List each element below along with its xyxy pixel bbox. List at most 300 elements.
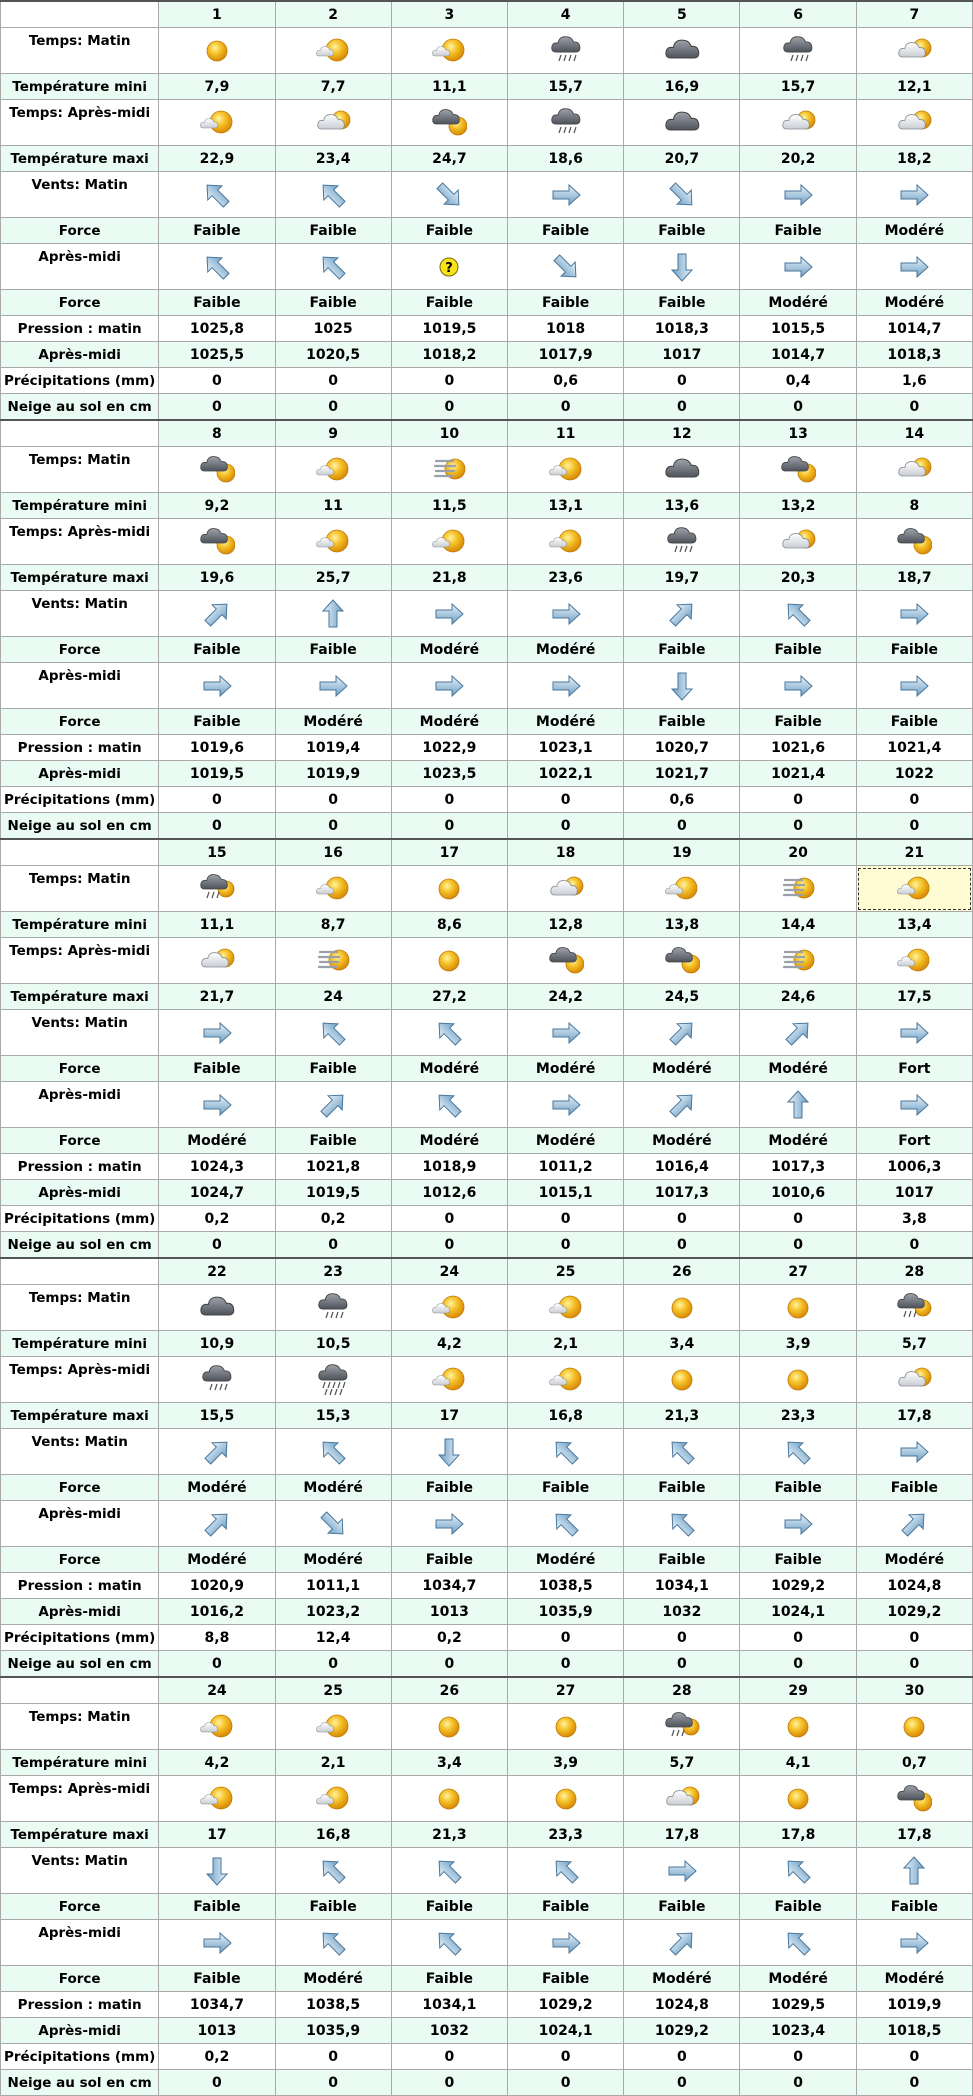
row-label: Force bbox=[1, 1547, 159, 1573]
press-am-value: 1019,6 bbox=[159, 735, 275, 761]
row-wx-pm bbox=[1, 100, 973, 146]
row-wx-pm bbox=[1, 1357, 973, 1403]
precip-value: 0 bbox=[508, 1625, 624, 1651]
row-label: Après-midi bbox=[1, 1920, 159, 1966]
press-pm-value: 1015,1 bbox=[508, 1180, 624, 1206]
cloud-rain-icon bbox=[199, 1362, 235, 1398]
wind-direction-cell bbox=[391, 1848, 507, 1894]
wind-direction-cell bbox=[740, 591, 856, 637]
min-temperature: 16,9 bbox=[624, 74, 740, 100]
row-precip bbox=[1, 1625, 973, 1651]
press-am-value: 1018 bbox=[508, 316, 624, 342]
weather-icon-cell bbox=[159, 28, 275, 74]
day-number: 9 bbox=[275, 420, 391, 447]
sun-icon bbox=[780, 1290, 816, 1326]
header-corner bbox=[1, 1, 159, 28]
wind-direction-cell bbox=[391, 172, 507, 218]
force-am-value: Modéré bbox=[159, 1475, 275, 1501]
snow-value: 0 bbox=[508, 1651, 624, 1678]
wind-direction-cell bbox=[508, 1848, 624, 1894]
row-label: Précipitations (mm) bbox=[1, 1625, 159, 1651]
snow-value: 0 bbox=[391, 813, 507, 840]
wind-direction-cell bbox=[624, 172, 740, 218]
weather-icon-cell bbox=[508, 28, 624, 74]
force-am-value: Faible bbox=[508, 1894, 624, 1920]
sun-icon bbox=[431, 943, 467, 979]
force-pm-value: Faible bbox=[740, 1547, 856, 1573]
weather-icon-cell bbox=[159, 519, 275, 565]
row-label: Température maxi bbox=[1, 565, 159, 591]
wind-direction-cell bbox=[856, 1010, 972, 1056]
row-wx-am bbox=[1, 28, 973, 74]
precip-value: 0 bbox=[508, 2044, 624, 2070]
row-label: Précipitations (mm) bbox=[1, 2044, 159, 2070]
sun-behind-small-cloud-icon bbox=[431, 33, 467, 69]
max-temperature: 21,7 bbox=[159, 984, 275, 1010]
wind-direction-cell bbox=[624, 1429, 740, 1475]
row-label: Après-midi bbox=[1, 2018, 159, 2044]
press-am-value: 1034,7 bbox=[391, 1573, 507, 1599]
day-number: 24 bbox=[391, 1258, 507, 1285]
press-am-value: 1016,4 bbox=[624, 1154, 740, 1180]
precip-value: 0,2 bbox=[391, 1625, 507, 1651]
press-pm-value: 1024,1 bbox=[508, 2018, 624, 2044]
arrow-northwest-icon bbox=[315, 249, 351, 285]
max-temperature: 17,8 bbox=[856, 1822, 972, 1848]
sun-icon bbox=[548, 1709, 584, 1745]
press-am-value: 1025,8 bbox=[159, 316, 275, 342]
max-temperature: 20,3 bbox=[740, 565, 856, 591]
force-am-value: Modéré bbox=[624, 1056, 740, 1082]
min-temperature: 10,5 bbox=[275, 1331, 391, 1357]
wind-direction-cell bbox=[856, 244, 972, 290]
sun-icon bbox=[431, 1709, 467, 1745]
min-temperature: 0,7 bbox=[856, 1750, 972, 1776]
arrow-south-icon bbox=[199, 1853, 235, 1889]
precip-value: 0 bbox=[391, 787, 507, 813]
snow-value: 0 bbox=[508, 813, 624, 840]
force-am-value: Faible bbox=[275, 637, 391, 663]
row-label: Après-midi bbox=[1, 663, 159, 709]
row-tmin bbox=[1, 74, 973, 100]
precip-value: 0,6 bbox=[508, 368, 624, 394]
force-pm-value: Modéré bbox=[275, 1547, 391, 1573]
precip-value: 0 bbox=[159, 368, 275, 394]
arrow-east-icon bbox=[548, 668, 584, 704]
max-temperature: 24,2 bbox=[508, 984, 624, 1010]
press-pm-value: 1024,1 bbox=[740, 1599, 856, 1625]
day-number: 10 bbox=[391, 420, 507, 447]
day-number: 27 bbox=[508, 1677, 624, 1704]
weather-icon-cell bbox=[391, 519, 507, 565]
row-label: Température maxi bbox=[1, 984, 159, 1010]
snow-value: 0 bbox=[159, 1232, 275, 1259]
row-label: Température maxi bbox=[1, 1822, 159, 1848]
min-temperature: 13,1 bbox=[508, 493, 624, 519]
arrow-northeast-icon bbox=[199, 1434, 235, 1470]
press-pm-value: 1023,2 bbox=[275, 1599, 391, 1625]
day-number: 22 bbox=[159, 1258, 275, 1285]
min-temperature: 13,4 bbox=[856, 912, 972, 938]
wind-direction-cell bbox=[508, 1920, 624, 1966]
force-pm-value: Faible bbox=[624, 1547, 740, 1573]
weather-icon-cell bbox=[275, 519, 391, 565]
arrow-east-icon bbox=[199, 1015, 235, 1051]
sun-icon bbox=[548, 1781, 584, 1817]
row-force-pm bbox=[1, 709, 973, 735]
min-temperature: 13,8 bbox=[624, 912, 740, 938]
row-label: Pression : matin bbox=[1, 316, 159, 342]
weather-icon-cell bbox=[391, 1776, 507, 1822]
weather-icon-cell bbox=[740, 1776, 856, 1822]
cloud-sun-icon bbox=[896, 524, 932, 560]
arrow-northeast-icon bbox=[199, 1506, 235, 1542]
arrow-east-icon bbox=[896, 1087, 932, 1123]
precip-value: 3,8 bbox=[856, 1206, 972, 1232]
row-label: Précipitations (mm) bbox=[1, 1206, 159, 1232]
arrow-northwest-icon bbox=[664, 1506, 700, 1542]
arrow-north-icon bbox=[780, 1087, 816, 1123]
row-label: Temps: Après-midi bbox=[1, 1357, 159, 1403]
sun-behind-small-cloud-icon bbox=[315, 1781, 351, 1817]
arrow-north-icon bbox=[315, 596, 351, 632]
row-label: Force bbox=[1, 1128, 159, 1154]
row-label: Neige au sol en cm bbox=[1, 394, 159, 421]
arrow-north-icon bbox=[896, 1853, 932, 1889]
cloud-rain-icon bbox=[548, 105, 584, 141]
press-am-value: 1020,9 bbox=[159, 1573, 275, 1599]
sun-behind-small-cloud-icon bbox=[548, 1362, 584, 1398]
precip-value: 0 bbox=[624, 1625, 740, 1651]
max-temperature: 15,3 bbox=[275, 1403, 391, 1429]
sun-icon bbox=[199, 33, 235, 69]
max-temperature: 21,8 bbox=[391, 565, 507, 591]
press-pm-value: 1029,2 bbox=[856, 1599, 972, 1625]
wind-direction-cell bbox=[740, 1010, 856, 1056]
row-force-pm bbox=[1, 1128, 973, 1154]
partly-cloudy-icon bbox=[896, 105, 932, 141]
fog-haze-icon bbox=[780, 943, 816, 979]
snow-value: 0 bbox=[275, 2070, 391, 2096]
cloud-rain-sun-icon bbox=[199, 871, 235, 907]
wind-direction-cell bbox=[391, 1501, 507, 1547]
weather-icon-cell bbox=[740, 1285, 856, 1331]
row-label: Pression : matin bbox=[1, 1154, 159, 1180]
day-header-row bbox=[1, 1677, 973, 1704]
weather-icon-cell bbox=[391, 1285, 507, 1331]
force-pm-value: Modéré bbox=[508, 1547, 624, 1573]
row-label: Force bbox=[1, 1966, 159, 1992]
row-tmin bbox=[1, 1750, 973, 1776]
row-label: Après-midi bbox=[1, 1501, 159, 1547]
weather-icon-cell bbox=[159, 866, 275, 912]
row-label: Force bbox=[1, 637, 159, 663]
weather-icon-cell bbox=[740, 938, 856, 984]
min-temperature: 2,1 bbox=[508, 1331, 624, 1357]
wind-direction-cell bbox=[740, 1848, 856, 1894]
weather-icon-cell bbox=[740, 1357, 856, 1403]
weather-icon-cell bbox=[159, 447, 275, 493]
press-pm-value: 1021,7 bbox=[624, 761, 740, 787]
arrow-east-icon bbox=[315, 668, 351, 704]
day-number: 19 bbox=[624, 839, 740, 866]
day-number: 12 bbox=[624, 420, 740, 447]
press-am-value: 1038,5 bbox=[508, 1573, 624, 1599]
weather-icon-cell bbox=[275, 1357, 391, 1403]
wind-direction-cell bbox=[740, 1920, 856, 1966]
force-pm-value: Modéré bbox=[624, 1966, 740, 1992]
arrow-northeast-icon bbox=[664, 1087, 700, 1123]
force-pm-value: Fort bbox=[856, 1128, 972, 1154]
precip-value: 1,6 bbox=[856, 368, 972, 394]
max-temperature: 17 bbox=[159, 1822, 275, 1848]
weather-icon-cell bbox=[391, 447, 507, 493]
press-am-value: 1023,1 bbox=[508, 735, 624, 761]
force-pm-value: Modéré bbox=[624, 1128, 740, 1154]
press-pm-value: 1021,4 bbox=[740, 761, 856, 787]
sun-behind-small-cloud-icon bbox=[199, 1709, 235, 1745]
force-am-value: Modéré bbox=[508, 1056, 624, 1082]
press-am-value: 1024,3 bbox=[159, 1154, 275, 1180]
force-pm-value: Faible bbox=[159, 290, 275, 316]
row-tmin bbox=[1, 1331, 973, 1357]
snow-value: 0 bbox=[740, 1232, 856, 1259]
row-wx-am bbox=[1, 1285, 973, 1331]
row-tmax bbox=[1, 146, 973, 172]
arrow-east-icon bbox=[780, 668, 816, 704]
row-snow bbox=[1, 2070, 973, 2096]
snow-value: 0 bbox=[275, 1651, 391, 1678]
weather-icon-cell bbox=[856, 519, 972, 565]
row-force-am bbox=[1, 637, 973, 663]
row-force-am bbox=[1, 218, 973, 244]
force-pm-value: Modéré bbox=[159, 1547, 275, 1573]
row-press-am bbox=[1, 316, 973, 342]
wind-direction-cell bbox=[856, 1082, 972, 1128]
max-temperature: 18,7 bbox=[856, 565, 972, 591]
precip-value: 0,4 bbox=[740, 368, 856, 394]
force-am-value: Faible bbox=[275, 1894, 391, 1920]
press-pm-value: 1019,5 bbox=[275, 1180, 391, 1206]
row-press-am bbox=[1, 1992, 973, 2018]
arrow-east-icon bbox=[896, 1015, 932, 1051]
row-wind-pm bbox=[1, 1501, 973, 1547]
day-number: 28 bbox=[624, 1677, 740, 1704]
day-number: 24 bbox=[159, 1677, 275, 1704]
weather-icon-cell bbox=[856, 100, 972, 146]
press-am-value: 1024,8 bbox=[624, 1992, 740, 2018]
partly-cloudy-icon bbox=[199, 943, 235, 979]
row-label: Après-midi bbox=[1, 761, 159, 787]
row-label: Température mini bbox=[1, 912, 159, 938]
arrow-east-icon bbox=[431, 668, 467, 704]
wind-direction-cell bbox=[391, 591, 507, 637]
force-pm-value: Faible bbox=[275, 1128, 391, 1154]
weather-icon-cell bbox=[159, 1285, 275, 1331]
arrow-northeast-icon bbox=[199, 596, 235, 632]
row-wx-am bbox=[1, 1704, 973, 1750]
press-am-value: 1038,5 bbox=[275, 1992, 391, 2018]
header-corner bbox=[1, 420, 159, 447]
weather-icon-cell bbox=[856, 447, 972, 493]
press-am-value: 1025 bbox=[275, 316, 391, 342]
force-pm-value: Faible bbox=[624, 290, 740, 316]
max-temperature: 22,9 bbox=[159, 146, 275, 172]
arrow-northeast-icon bbox=[780, 1015, 816, 1051]
min-temperature: 3,9 bbox=[508, 1750, 624, 1776]
arrow-east-icon bbox=[896, 1925, 932, 1961]
weather-icon-cell bbox=[159, 1776, 275, 1822]
partly-cloudy-icon bbox=[780, 105, 816, 141]
wind-direction-cell bbox=[624, 1848, 740, 1894]
day-number: 5 bbox=[624, 1, 740, 28]
wind-direction-cell bbox=[275, 244, 391, 290]
force-pm-value: Faible bbox=[391, 290, 507, 316]
press-pm-value: 1029,2 bbox=[624, 2018, 740, 2044]
row-force-pm bbox=[1, 1966, 973, 1992]
weather-icon-cell bbox=[391, 1704, 507, 1750]
cloud-rain-icon bbox=[780, 33, 816, 69]
arrow-northwest-icon bbox=[780, 1853, 816, 1889]
row-wind-pm bbox=[1, 663, 973, 709]
weather-icon-cell bbox=[856, 938, 972, 984]
row-label: Temps: Matin bbox=[1, 866, 159, 912]
snow-value: 0 bbox=[856, 1651, 972, 1678]
wind-direction-cell bbox=[159, 1010, 275, 1056]
weather-icon-cell bbox=[391, 1357, 507, 1403]
force-am-value: Faible bbox=[391, 1894, 507, 1920]
weather-icon-cell bbox=[508, 938, 624, 984]
row-wx-pm bbox=[1, 938, 973, 984]
weather-icon-cell bbox=[159, 100, 275, 146]
snow-value: 0 bbox=[275, 1232, 391, 1259]
header-corner bbox=[1, 839, 159, 866]
weather-icon-cell bbox=[508, 1704, 624, 1750]
min-temperature: 13,2 bbox=[740, 493, 856, 519]
sun-behind-small-cloud-icon bbox=[315, 33, 351, 69]
max-temperature: 25,7 bbox=[275, 565, 391, 591]
precip-value: 0,2 bbox=[275, 1206, 391, 1232]
weather-icon-cell bbox=[624, 28, 740, 74]
weather-icon-cell bbox=[856, 1285, 972, 1331]
sun-behind-small-cloud-icon bbox=[199, 105, 235, 141]
press-pm-value: 1017 bbox=[856, 1180, 972, 1206]
row-press-pm bbox=[1, 342, 973, 368]
snow-value: 0 bbox=[391, 1651, 507, 1678]
min-temperature: 13,6 bbox=[624, 493, 740, 519]
min-temperature: 8 bbox=[856, 493, 972, 519]
force-am-value: Faible bbox=[391, 1475, 507, 1501]
sun-behind-small-cloud-icon bbox=[431, 1362, 467, 1398]
sun-behind-small-cloud-icon bbox=[896, 943, 932, 979]
arrow-east-icon bbox=[199, 1925, 235, 1961]
max-temperature: 17 bbox=[391, 1403, 507, 1429]
weather-icon-cell bbox=[508, 100, 624, 146]
day-number: 17 bbox=[391, 839, 507, 866]
wind-direction-cell bbox=[740, 663, 856, 709]
row-label: Vents: Matin bbox=[1, 1848, 159, 1894]
precip-value: 0 bbox=[391, 2044, 507, 2070]
min-temperature: 10,9 bbox=[159, 1331, 275, 1357]
sun-icon bbox=[664, 1362, 700, 1398]
day-number: 20 bbox=[740, 839, 856, 866]
row-precip bbox=[1, 787, 973, 813]
force-pm-value: Modéré bbox=[159, 1128, 275, 1154]
force-pm-value: Modéré bbox=[856, 1547, 972, 1573]
press-am-value: 1006,3 bbox=[856, 1154, 972, 1180]
weather-icon-cell bbox=[159, 938, 275, 984]
wind-direction-cell bbox=[275, 1501, 391, 1547]
arrow-northwest-icon bbox=[780, 596, 816, 632]
day-number: 29 bbox=[740, 1677, 856, 1704]
min-temperature: 15,7 bbox=[508, 74, 624, 100]
row-label: Pression : matin bbox=[1, 1992, 159, 2018]
wind-direction-cell bbox=[508, 1082, 624, 1128]
row-tmax bbox=[1, 984, 973, 1010]
arrow-northeast-icon bbox=[896, 1506, 932, 1542]
min-temperature: 11 bbox=[275, 493, 391, 519]
sun-behind-small-cloud-icon bbox=[548, 1290, 584, 1326]
day-number: 16 bbox=[275, 839, 391, 866]
press-pm-value: 1018,5 bbox=[856, 2018, 972, 2044]
row-snow bbox=[1, 813, 973, 840]
wind-direction-cell bbox=[159, 1848, 275, 1894]
max-temperature: 19,7 bbox=[624, 565, 740, 591]
weather-icon-cell bbox=[624, 1285, 740, 1331]
force-am-value: Faible bbox=[159, 1056, 275, 1082]
max-temperature: 23,4 bbox=[275, 146, 391, 172]
max-temperature: 15,5 bbox=[159, 1403, 275, 1429]
weather-icon-cell bbox=[740, 28, 856, 74]
min-temperature: 3,4 bbox=[624, 1331, 740, 1357]
arrow-southeast-icon bbox=[431, 177, 467, 213]
min-temperature: 12,1 bbox=[856, 74, 972, 100]
arrow-east-icon bbox=[896, 596, 932, 632]
force-pm-value: Modéré bbox=[508, 709, 624, 735]
press-am-value: 1024,8 bbox=[856, 1573, 972, 1599]
force-am-value: Faible bbox=[508, 218, 624, 244]
max-temperature: 21,3 bbox=[624, 1403, 740, 1429]
press-am-value: 1015,5 bbox=[740, 316, 856, 342]
arrow-northwest-icon bbox=[431, 1015, 467, 1051]
precip-value: 0 bbox=[391, 1206, 507, 1232]
row-force-am bbox=[1, 1894, 973, 1920]
press-pm-value: 1022,1 bbox=[508, 761, 624, 787]
weather-icon-cell[interactable] bbox=[856, 866, 972, 912]
arrow-southeast-icon bbox=[315, 1506, 351, 1542]
arrow-northwest-icon bbox=[664, 1434, 700, 1470]
weather-icon-cell bbox=[856, 1357, 972, 1403]
force-am-value: Faible bbox=[624, 218, 740, 244]
weather-icon-cell bbox=[856, 1776, 972, 1822]
sun-behind-small-cloud-icon bbox=[431, 1290, 467, 1326]
min-temperature: 3,4 bbox=[391, 1750, 507, 1776]
partly-cloudy-icon bbox=[896, 452, 932, 488]
weather-icon-cell bbox=[740, 519, 856, 565]
weather-icon-cell bbox=[624, 866, 740, 912]
max-temperature: 23,3 bbox=[740, 1403, 856, 1429]
row-label: Temps: Matin bbox=[1, 28, 159, 74]
arrow-east-icon bbox=[548, 1087, 584, 1123]
snow-value: 0 bbox=[740, 394, 856, 421]
arrow-northwest-icon bbox=[780, 1434, 816, 1470]
wind-direction-cell bbox=[159, 663, 275, 709]
fog-haze-icon bbox=[431, 452, 467, 488]
min-temperature: 5,7 bbox=[624, 1750, 740, 1776]
row-label: Température mini bbox=[1, 74, 159, 100]
force-pm-value: Modéré bbox=[275, 709, 391, 735]
cloud-sun-icon bbox=[780, 452, 816, 488]
